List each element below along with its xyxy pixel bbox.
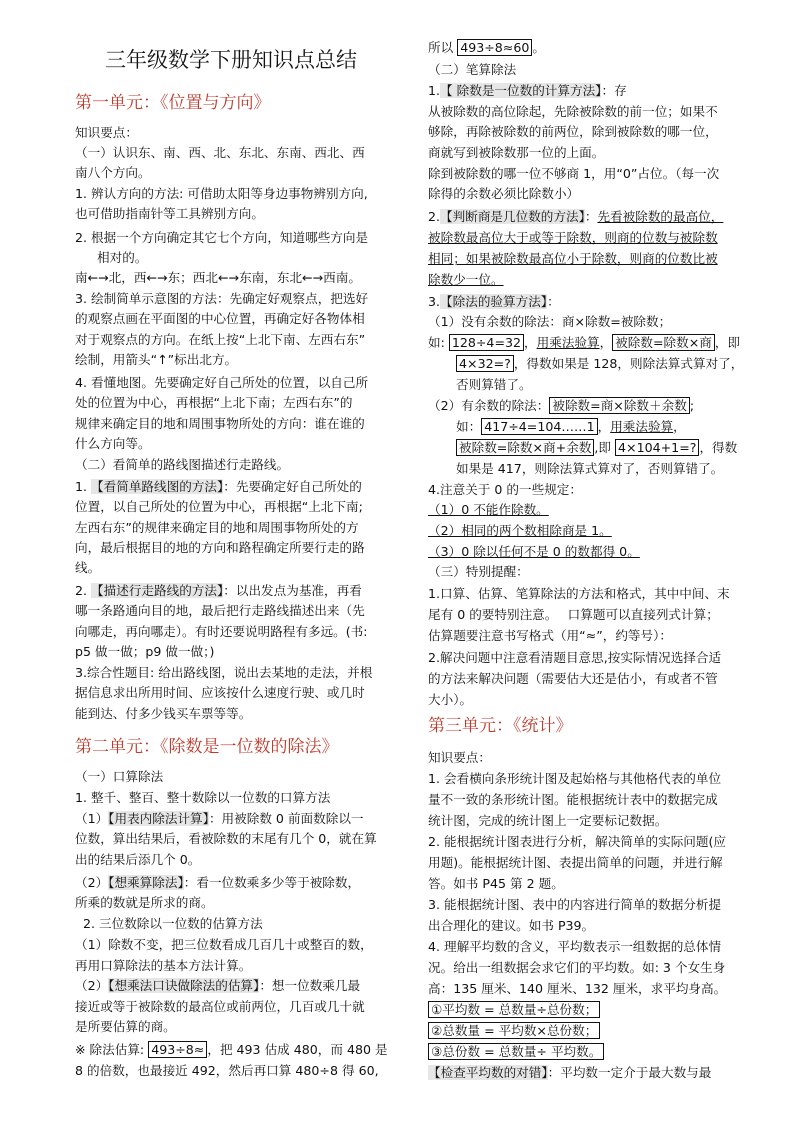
right-text-line: 2. 能根据统计图表进行分析，解决简单的实际问题(应 [428,834,726,849]
left-text-line: 所乘的数就是所求的商。 [75,895,214,910]
right-text-line: 如果是 417，则除法算式算对了，否则算错了。 [456,461,724,476]
left-text-line: 位置，以自己所处的位置为中心，再根据“上北下南; [75,499,363,514]
right-text-line: 量不一致的条形统计图。能根据统计表中的数据完成 [428,792,718,807]
left-text-line: 是所要估算的商。 [75,1019,176,1034]
left-text-line: 能到达、付多少钱买车票等等。 [75,706,252,721]
right-text-line: ②总数量 = 平均数×总份数； [428,1021,600,1042]
left-text-line: 规律来确定目的地和周围事物所处的方向：谁在谁的 [75,416,365,431]
right-text-line: 出合理化的建议。如书 P39。 [428,918,595,933]
right-text-line: 【检查平均数的对错】：平均数一定介于最大数与最 [428,1065,712,1080]
right-text-line: 用题)。能根据统计图、表提出简单的问题，并进行解 [428,855,723,870]
right-text-line: 2.解决问题中注意看清题目意思,按实际情况选择合适 [428,650,722,665]
right-text-line: 所以 493÷8≈60 。 [428,40,545,55]
right-text-line: 3.【除法的验算方法】： [428,294,560,309]
right-text-line: （1）没有余数的除法：商×除数=被除数； [428,314,672,329]
right-text-line: 相同；如果被除数最高位小于除数，则商的位数比被 [428,251,718,266]
left-text-line: 3.综合性题目: 给出路线图，说出去某地的走法，并根 [75,665,373,680]
left-text-line: （1）【用表内除法计算】：用被除数 0 前面数除以一 [75,811,364,826]
left-text-line: 哪一条路通向目的地，最后把行走路线描述出来（先 [75,603,365,618]
right-text-line: （2）有余数的除法： 被除数=商×除数＋余数 ; [428,398,695,413]
unit-heading: 第三单元：《统计》 [428,716,573,736]
right-text-line: 被除数最高位大于或等于除数，则商的位数与被除数 [428,230,718,245]
right-text-line: （三）特别提醒： [428,564,529,579]
left-text-line: 据信息求出所用时间、应该按什么速度行驶、或几时 [75,685,365,700]
left-text-line: 3. 绘制简单示意图的方法：先确定好观察点，把选好 [75,291,369,306]
left-text-line: 南←→北，西←→东；西北←→东南，东北←→西南。 [75,270,361,285]
left-text-line: 线。 [75,560,101,575]
left-text-line: （一）认识东、南、西、北、东北、东南、西北、西 [75,145,365,160]
right-text-line: 大小）。 [428,692,473,707]
left-text-line: 4. 看懂地图。先要确定好自己所处的位置，以自己所 [75,375,369,390]
right-text-line: 2.【判断商是几位数的方法】：先看被除数的最高位， [428,209,724,224]
right-text-line: 3. 能根据统计图、表中的内容进行简单的数据分析提 [428,897,722,912]
left-text-line: 南八个方向。 [75,165,151,180]
left-text-line: 接近或等于被除数的最高位或前两位，几百或几十就 [75,999,365,1014]
left-text-line: 对于观察点的方向。在纸上按“上北下南、左西右东” [75,332,366,347]
right-text-line: 1.口算、估算、笔算除法的方法和格式，其中中间、末 [428,586,730,601]
right-text-line: 答。如书 P45 第 2 题。 [428,876,564,891]
page-title: 三年级数学下册知识点总结 [105,48,357,72]
left-text-line: 什么方向等。 [75,436,151,451]
left-text-line: 相对的。 [97,250,148,265]
left-text-line: （1）除数不变，把三位数看成几百几十或整百的数， [75,937,373,952]
unit-heading: 第一单元：《位置与方向》 [75,93,271,113]
left-text-line: （一）口算除法 [75,769,164,784]
right-text-line: 知识要点： [428,750,491,765]
left-text-line: 的观察点画在平面图的中心位置，再确定好各物体相 [75,311,365,326]
right-text-line: 除到被除数的哪一位不够商 1，用“0”占位。（每一次 [428,166,720,181]
left-text-line: 左西右东”的规律来确定目的地和周围事物所处的方 [75,520,359,535]
right-text-line: 统计图，完成的统计图上一定要标记数据。 [428,813,668,828]
left-text-line: 1. 【看简单路线图的方法】：先要确定好自己所处的 [75,479,362,494]
right-text-line: 尾有 0 的要特别注意。 口算题可以直接列式计算； [428,607,719,622]
right-text-line: ①平均数 = 总数量÷总份数； [428,1000,600,1021]
right-text-line: 够除，再除被除数的前两位，除到被除数的哪一位， [428,124,718,139]
unit-heading: 第二单元：《除数是一位数的除法》 [75,737,339,757]
right-text-line: 1.【 除数是一位数的计算方法】：存 [428,83,627,98]
left-text-line: 8 的倍数，也最接近 492，然后再口算 480÷8 得 60, [75,1063,379,1078]
right-text-line: 估算题要注意书写格式（用“≈”，约等号）： [428,628,672,643]
left-text-line: 位数，算出结果后，看被除数的末尾有几个 0，就在算 [75,831,377,846]
left-text-line: （2）【想乘算除法】：看一位数乘多少等于被除数， [75,875,361,890]
right-text-line: 况。给出一组数据会求它们的平均数。如: 3 个女生身 [428,960,726,975]
left-text-line: 2. 三位数除以一位数的估算方法 [83,916,263,931]
right-text-line: 4. 理解平均数的含义，平均数表示一组数据的总体情 [428,939,722,954]
right-text-line: （3）0 除以任何不是 0 的数都得 0。 [428,544,640,559]
left-text-line: 再用口算除法的基本方法计算。 [75,958,252,973]
right-text-line: 如: 128÷4=32 ，用乘法验算， 被除数=除数×商 ，即 [428,335,741,350]
left-text-line: 2. 【描述行走路线的方法】：以出发点为基准，再看 [75,583,362,598]
left-text-line: （二）看简单的路线图描述行走路线。 [75,457,290,472]
right-text-line: ③总份数 = 总数量÷ 平均数。 [428,1042,604,1063]
left-text-line: 1. 辨认方向的方法: 可借助太阳等身边事物辨别方向, [75,186,368,201]
right-text-line: （2）相同的两个数相除商是 1。 [428,523,612,538]
left-text-line: 处的位置为中心，再根据“上北下南；左西右东”的 [75,395,353,410]
right-text-line: 除得的余数必须比除数小） [428,186,580,201]
right-text-line: 4.注意关于 0 的一些规定： [428,482,582,497]
left-text-line: 也可借助指南针等工具辨别方向。 [75,206,264,221]
left-text-line: 绘制，用箭头“↑”标出北方。 [75,352,238,367]
left-text-line: 2. 根据一个方向确定其它七个方向，知道哪些方向是 [75,230,369,245]
left-text-line: ※ 除法估算: 493÷8≈ ，把 493 估成 480，而 480 是 [75,1042,388,1057]
right-text-line: 的方法来解决问题（需要估大还是估小，有或者不管 [428,671,718,686]
right-text-line: 除数少一位。 [428,272,504,287]
right-text-line: 高：135 厘米、140 厘米、132 厘米，求平均身高。 [428,981,727,996]
left-text-line: 1. 整千、整百、整十数除以一位数的口算方法 [75,790,331,805]
left-text-line: p5 做一做；p9 做一做；) [75,644,215,659]
left-text-line: 向哪走，再向哪走）。有时还要说明路程有多远。(书: [75,624,368,639]
right-text-line: 如： 417÷4=104……1 ，用乘法验算， [456,419,686,434]
right-text-line: 从被除数的高位除起，先除被除数的前一位；如果不 [428,104,718,119]
left-text-line: 知识要点： [75,125,138,140]
right-text-line: （二）笔算除法 [428,62,517,77]
right-text-line: 被除数=除数×商+余数 ,即 4×104+1=? ，得数 [456,438,737,459]
left-text-line: 出的结果后添几个 0。 [75,852,201,867]
right-text-line: 4×32=? ，得数如果是 128，则除法算式算对了， [456,354,743,375]
right-text-line: 1. 会看横向条形统计图及起始格与其他格代表的单位 [428,771,722,786]
right-text-line: 商就写到被除数那一位的上面。 [428,145,605,160]
right-text-line: 否则算错了。 [456,377,532,392]
right-text-line: （1）0 不能作除数。 [428,502,549,517]
left-text-line: 向，最后根据目的地的方向和路程确定所要行走的路 [75,540,365,555]
left-text-line: （2）【想乘法口诀做除法的估算】：想一位数乘几最 [75,978,361,993]
